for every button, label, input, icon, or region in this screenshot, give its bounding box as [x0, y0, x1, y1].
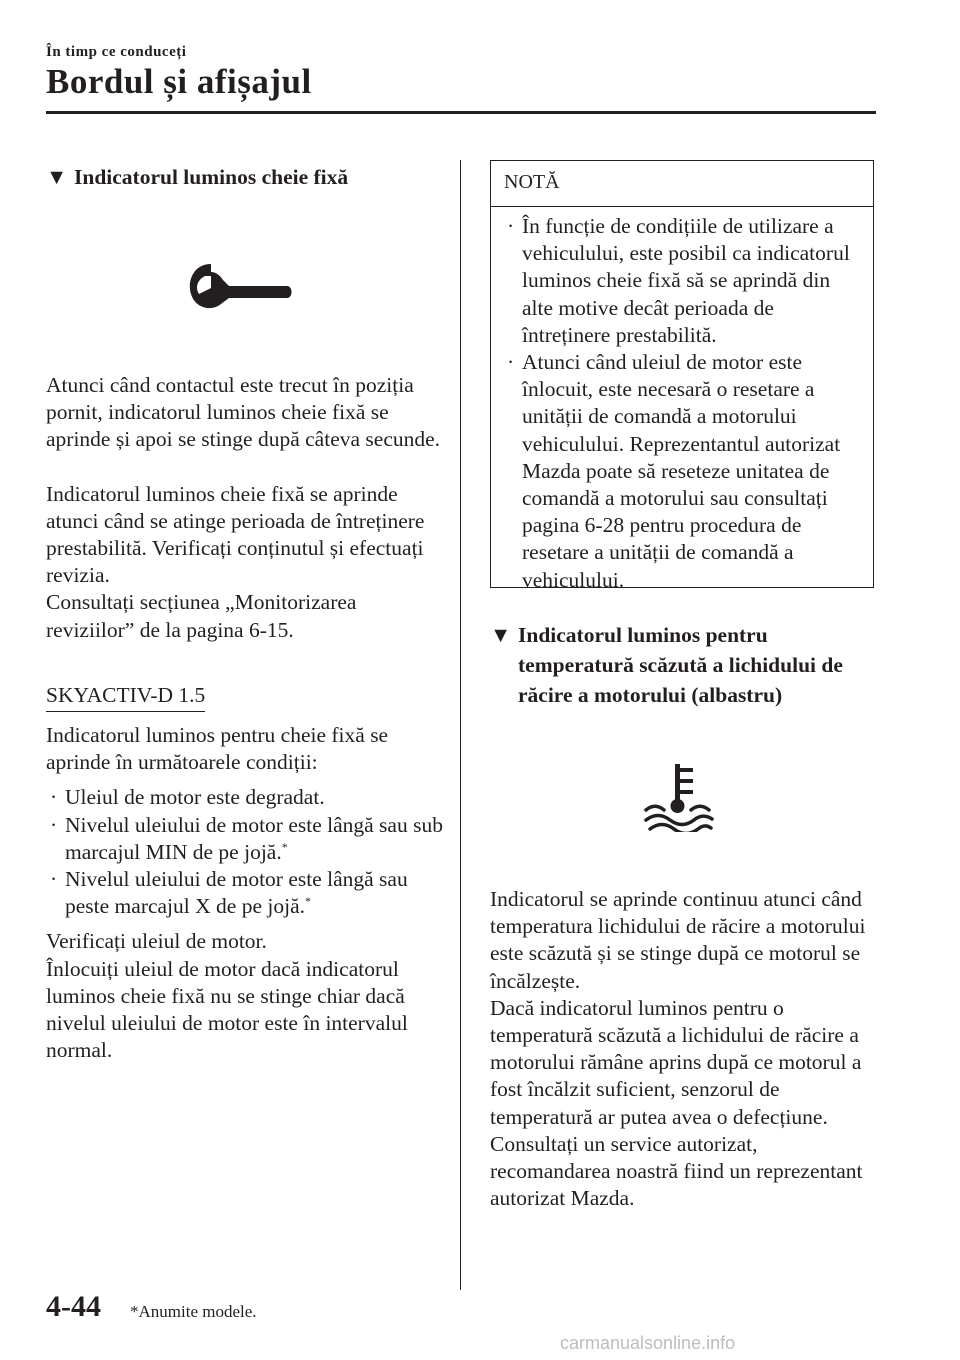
footnote: *Anumite modele. [130, 1302, 257, 1321]
list-item: · Atunci când uleiul de motor este înlocuit, este necesară o resetare a unității de comandă a motorului vehiculului. Reprezentantul autorizat Mazda poate să reseteze unitatea de comandă a motorului sau consultați pagina 6-28 pentru procedura de resetare a unității de comandă a vehiculului. [507, 350, 841, 592]
coolant-heading: ▼ Indicatorul luminos pentru temperatură scăzută a lichidului de răcire a motorului (albastru) [490, 620, 880, 710]
note-box [490, 160, 874, 592]
list-item: · Nivelul uleiului de motor este lângă sau sub marcajul MIN de pe jojă.* [50, 812, 443, 864]
list-item: · Nivelul uleiului de motor este lângă sau peste marcajul X de pe jojă.* [50, 867, 408, 919]
chapter-title: În timp ce conduceți [46, 44, 187, 60]
header-rule [46, 111, 876, 114]
wrench-para-1: Atunci când contactul este trecut în poziția pornit, indicatorul luminos cheie fixă se aprinde și apoi se stinge după câteva secunde. [46, 373, 441, 452]
section-title: Bordul și afișajul [46, 62, 312, 101]
replace-oil-text: Înlocuiți uleiul de motor dacă indicatorul luminos cheie fixă nu se stinge chiar dacă nivelul uleiului de motor este în intervalul normal. [46, 956, 408, 1063]
skyactiv-intro: Indicatorul luminos pentru cheie fixă se aprinde în următoarele condiții: [46, 723, 389, 775]
coolant-para-2: Dacă indicatorul luminos pentru o temperatură scăzută a lichidului de răcire a motorului rămâne aprins după ce motorul a fost încălzit suficient, senzorul de temperatură ar putea avea o defecțiune. Consultați un service autorizat, recomandarea noastră fiind un reprezentant autorizat Mazda. [490, 995, 863, 1211]
note-title: NOTĂ [491, 161, 873, 207]
coolant-para-1: Indicatorul se aprinde continuu atunci când temperatura lichidului de răcire a motorului este scăzută și se stinge după ce motorul se încălzește. [490, 887, 866, 993]
check-oil-text: Verificați uleiul de motor. [46, 929, 267, 954]
wrench-heading: ▼ Indicatorul luminos cheie fixă [46, 162, 348, 192]
triangle-icon: ▼ [46, 165, 68, 189]
list-item: · În funcție de condițiile de utilizare a vehiculului, este posibil ca indicatorul luminos cheie fixă să se aprindă din alte motive decât perioada de întreținere prestabilită. [507, 214, 850, 347]
page-number: 4-44 [46, 1290, 101, 1323]
watermark: carmanualsonline.info [560, 1333, 736, 1353]
wrench-icon [185, 258, 295, 323]
coolant-temperature-icon [640, 762, 720, 837]
wrench-para-3: Consultați secțiunea „Monitorizarea reviziilor” de la pagina 6-15. [46, 590, 357, 642]
column-divider [460, 160, 461, 1290]
list-item: · Uleiul de motor este degradat. [50, 785, 325, 810]
triangle-icon: ▼ [490, 623, 512, 647]
skyactiv-subheading: SKYACTIV-D 1.5 [46, 682, 205, 712]
wrench-para-2: Indicatorul luminos cheie fixă se aprinde atunci când se atinge perioada de întreținere prestabilită. Verificați conținutul și efectuați revizia. [46, 481, 425, 588]
